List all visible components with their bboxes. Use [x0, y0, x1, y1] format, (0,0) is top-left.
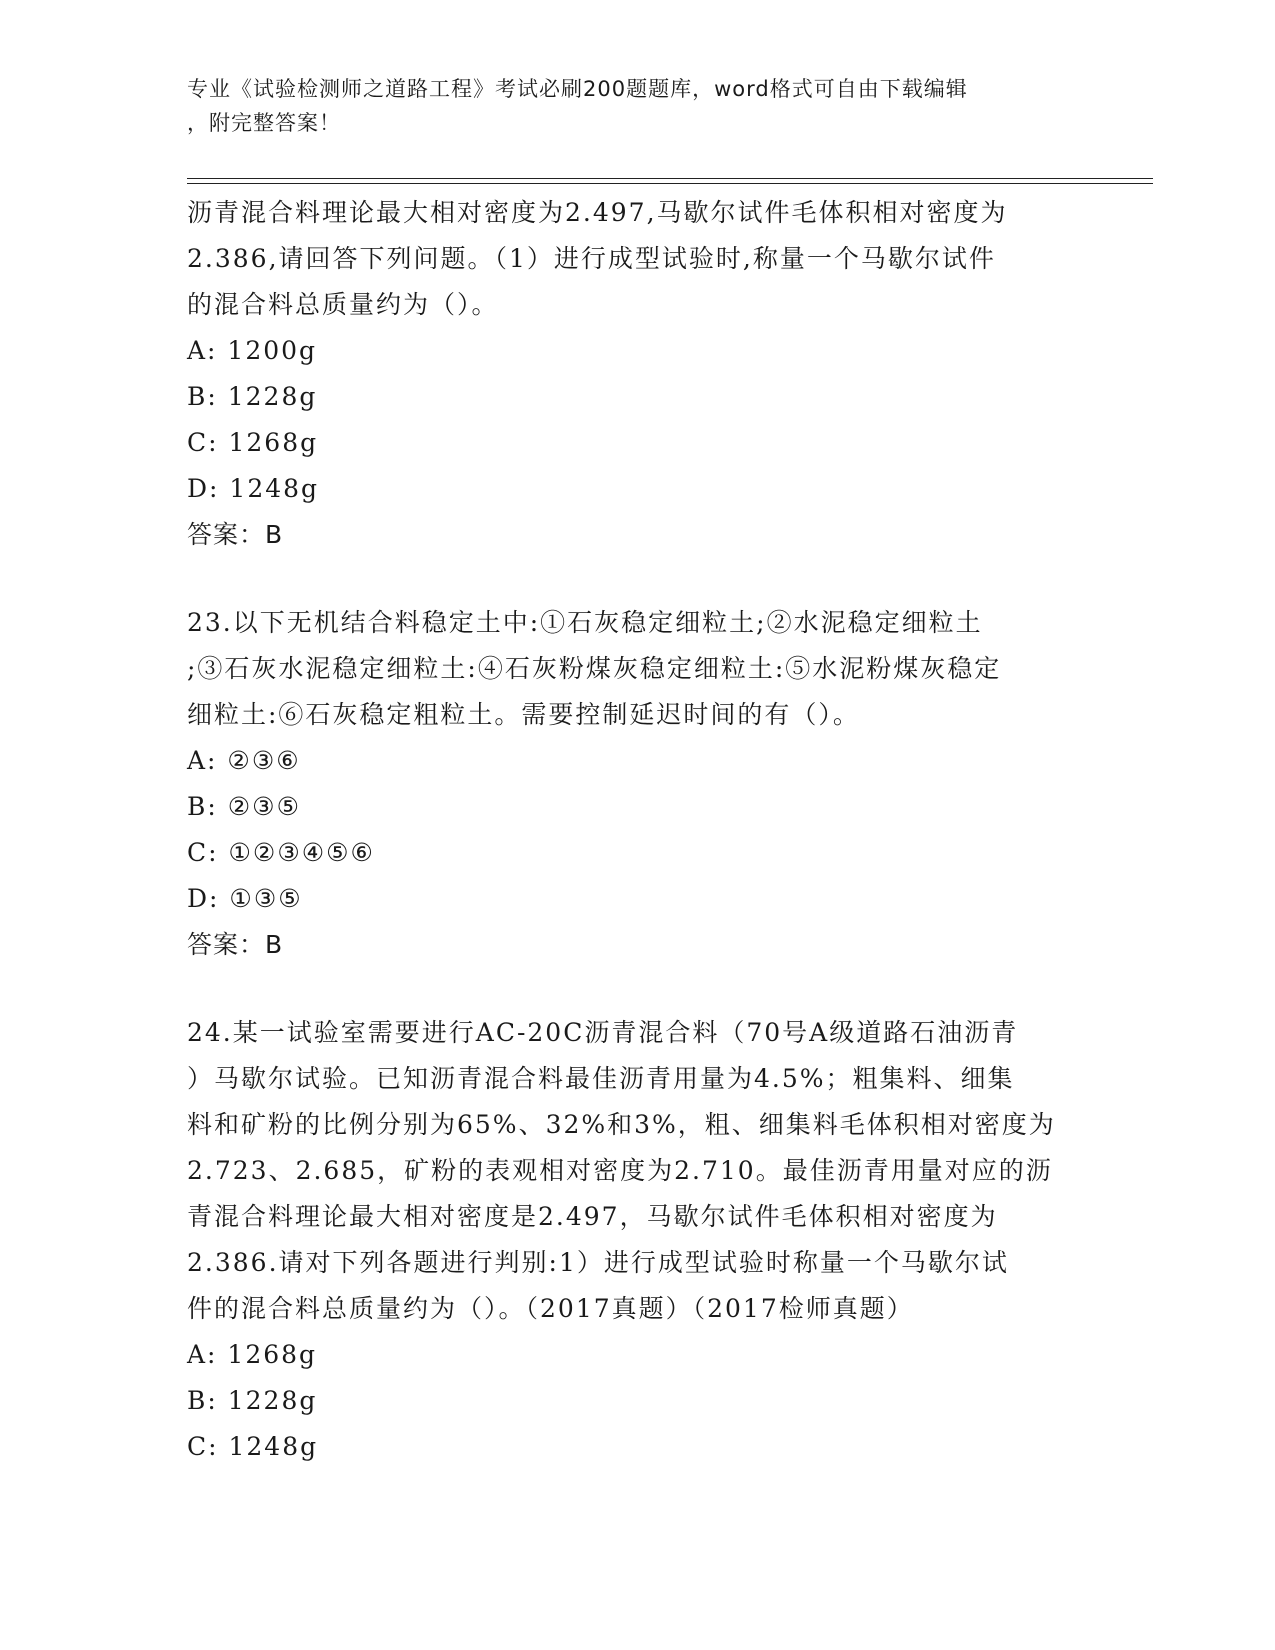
question-item	[187, 1010, 1087, 1470]
question-line: 2.723、2.685，矿粉的表观相对密度为2.710。最佳沥青用量对应的沥	[187, 1156, 1053, 1185]
spacer	[187, 968, 1087, 1010]
option-a: A: 1268g	[187, 1340, 318, 1369]
header-line-2: ，附完整答案！	[187, 111, 341, 135]
question-item	[187, 600, 1087, 968]
question-line: 件的混合料总质量约为（）。（2017真题）（2017检师真题）	[187, 1294, 914, 1323]
answer-label: 答案：B	[187, 930, 284, 959]
header-divider-top	[187, 178, 1153, 179]
question-line: 细粒土:⑥石灰稳定粗粒土。需要控制延迟时间的有（）。	[187, 700, 860, 729]
option-a: A: 1200g	[187, 336, 318, 365]
spacer	[187, 558, 1087, 600]
option-a: A: ②③⑥	[187, 746, 301, 775]
question-line: ）马歇尔试验。已知沥青混合料最佳沥青用量为4.5%；粗集料、细集	[187, 1064, 1015, 1093]
header-divider-bottom	[187, 183, 1153, 184]
question-line: 沥青混合料理论最大相对密度为2.497,马歇尔试件毛体积相对密度为	[187, 198, 1008, 227]
question-item	[187, 190, 1087, 558]
document-header	[187, 72, 1067, 140]
header-line-1: 专业《试验检测师之道路工程》考试必刷200题题库，word格式可自由下载编辑	[187, 77, 968, 101]
question-line: ;③石灰水泥稳定细粒土:④石灰粉煤灰稳定细粒土:⑤水泥粉煤灰稳定	[187, 654, 1002, 683]
option-b: B: 1228g	[187, 1386, 318, 1415]
option-b: B: ②③⑤	[187, 792, 301, 821]
option-d: D: ①③⑤	[187, 884, 303, 913]
option-c: C: 1248g	[187, 1432, 319, 1461]
option-c: C: ①②③④⑤⑥	[187, 838, 375, 867]
question-line: 2.386.请对下列各题进行判别:1）进行成型试验时称量一个马歇尔试	[187, 1248, 1009, 1277]
question-line: 23.以下无机结合料稳定土中:①石灰稳定细粒土;②水泥稳定细粒土	[187, 608, 983, 637]
question-line: 青混合料理论最大相对密度是2.497，马歇尔试件毛体积相对密度为	[187, 1202, 998, 1231]
question-line: 24.某一试验室需要进行AC-20C沥青混合料（70号A级道路石油沥青	[187, 1018, 1019, 1047]
question-line: 2.386,请回答下列问题。（1）进行成型试验时,称量一个马歇尔试件	[187, 244, 996, 273]
option-c: C: 1268g	[187, 428, 319, 457]
question-line: 料和矿粉的比例分别为65%、32%和3%，粗、细集料毛体积相对密度为	[187, 1110, 1056, 1139]
question-line: 的混合料总质量约为（）。	[187, 290, 499, 319]
option-b: B: 1228g	[187, 382, 318, 411]
answer-label: 答案：B	[187, 520, 284, 549]
question-list	[187, 190, 1087, 1470]
option-d: D: 1248g	[187, 474, 320, 503]
